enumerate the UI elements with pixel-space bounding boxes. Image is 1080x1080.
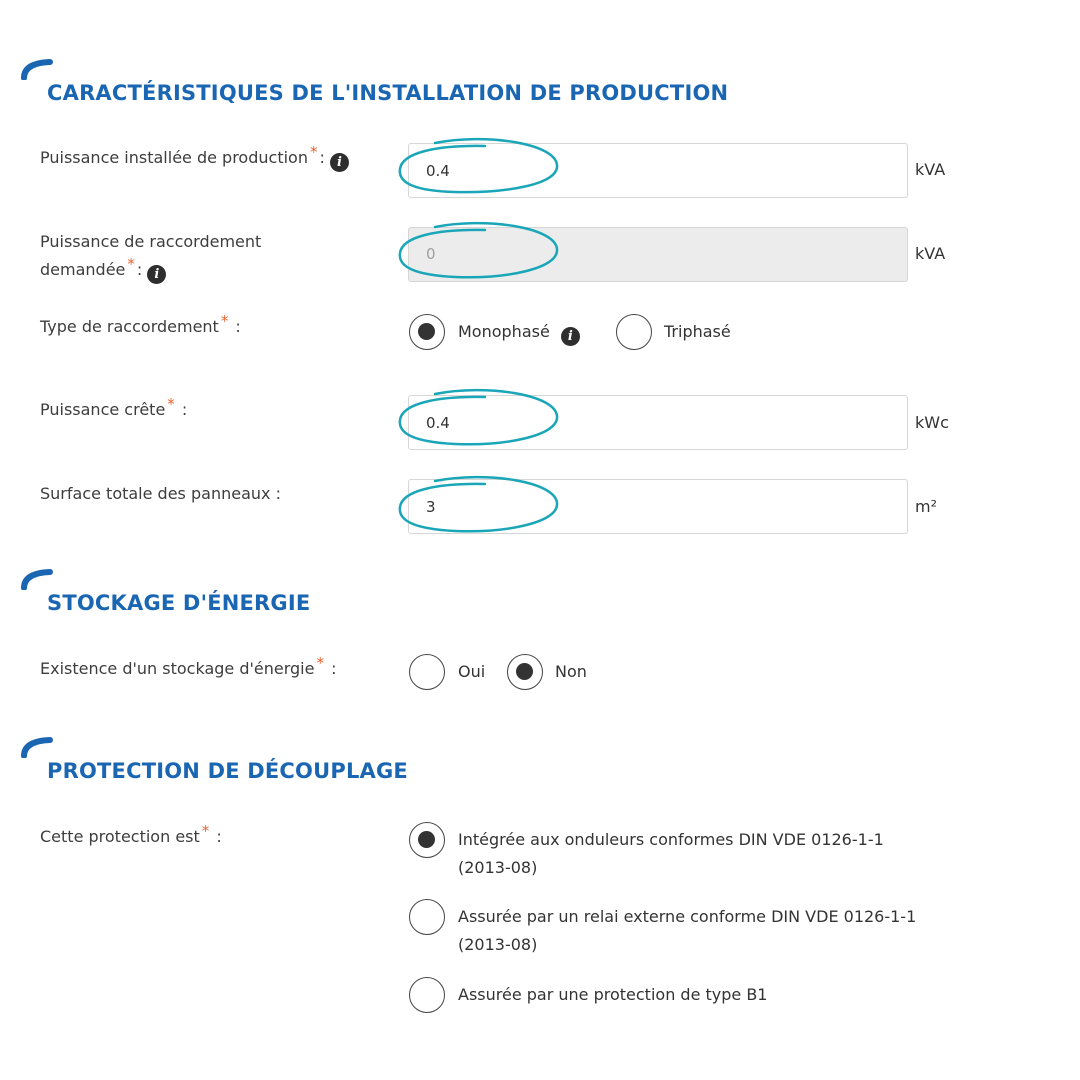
info-icon[interactable]: i	[147, 265, 166, 284]
label-type-raccordement: Type de raccordement * :	[40, 312, 241, 336]
puissance-crete-input[interactable]: 0.4	[408, 395, 908, 450]
section-title-installation: CARACTÉRISTIQUES DE L'INSTALLATION DE PRODUCTION	[47, 81, 729, 105]
radio-protection-onduleurs[interactable]	[409, 822, 445, 858]
unit-kva: kVA	[915, 244, 946, 263]
radio-oui[interactable]	[409, 654, 445, 690]
section-corner-mark	[20, 736, 54, 758]
required-marker: *	[309, 143, 318, 161]
annotation-circle	[395, 135, 565, 200]
radio-monophase[interactable]	[409, 314, 445, 350]
label-surface-panneaux: Surface totale des panneaux :	[40, 484, 281, 503]
radio-label-protection-relai-externe: Assurée par un relai externe conforme DIN VDE 0126-1-1 (2013-08)	[458, 907, 917, 954]
radio-label-oui: Oui	[458, 662, 486, 681]
label-puissance-installee: Puissance installée de production * : i	[40, 144, 349, 172]
radio-label-non: Non	[555, 662, 587, 681]
info-icon[interactable]: i	[330, 153, 349, 172]
section-corner-mark	[20, 568, 54, 590]
unit-kva: kVA	[915, 160, 946, 179]
label-protection-type: Cette protection est * :	[40, 822, 222, 846]
label-puissance-crete: Puissance crête * :	[40, 395, 188, 419]
annotation-circle	[395, 219, 565, 284]
radio-label-triphase: Triphasé	[664, 322, 731, 341]
radio-non[interactable]	[507, 654, 543, 690]
required-marker: *	[167, 395, 175, 413]
puissance-raccordement-input: 0	[408, 227, 908, 282]
surface-panneaux-input[interactable]: 3	[408, 479, 908, 534]
radio-label-protection-onduleurs: Intégrée aux onduleurs conformes DIN VDE 0126-1-1 (2013-08)	[458, 830, 884, 877]
required-marker: *	[316, 654, 324, 672]
unit-m2: m²	[915, 497, 937, 516]
info-icon[interactable]: i	[561, 327, 580, 346]
section-title-protection: PROTECTION DE DÉCOUPLAGE	[47, 759, 408, 783]
radio-label-monophase: Monophasé i	[458, 318, 580, 346]
radio-protection-relai-externe[interactable]	[409, 899, 445, 935]
required-marker: *	[220, 312, 229, 330]
radio-protection-type-b1[interactable]	[409, 977, 445, 1013]
required-marker: *	[201, 822, 210, 840]
annotation-circle	[395, 386, 565, 451]
annotation-circle	[395, 473, 565, 538]
label-stockage-existence: Existence d'un stockage d'énergie * :	[40, 654, 337, 678]
section-title-stockage: STOCKAGE D'ÉNERGIE	[47, 591, 311, 615]
required-marker: *	[127, 255, 135, 273]
radio-label-protection-type-b1: Assurée par une protection de type B1	[458, 985, 768, 1004]
label-puissance-raccordement: Puissance de raccordement demandée * : i	[40, 232, 262, 282]
section-corner-mark	[20, 58, 54, 80]
radio-triphase[interactable]	[616, 314, 652, 350]
puissance-installee-input[interactable]: 0.4	[408, 143, 908, 198]
unit-kwc: kWc	[915, 413, 949, 432]
